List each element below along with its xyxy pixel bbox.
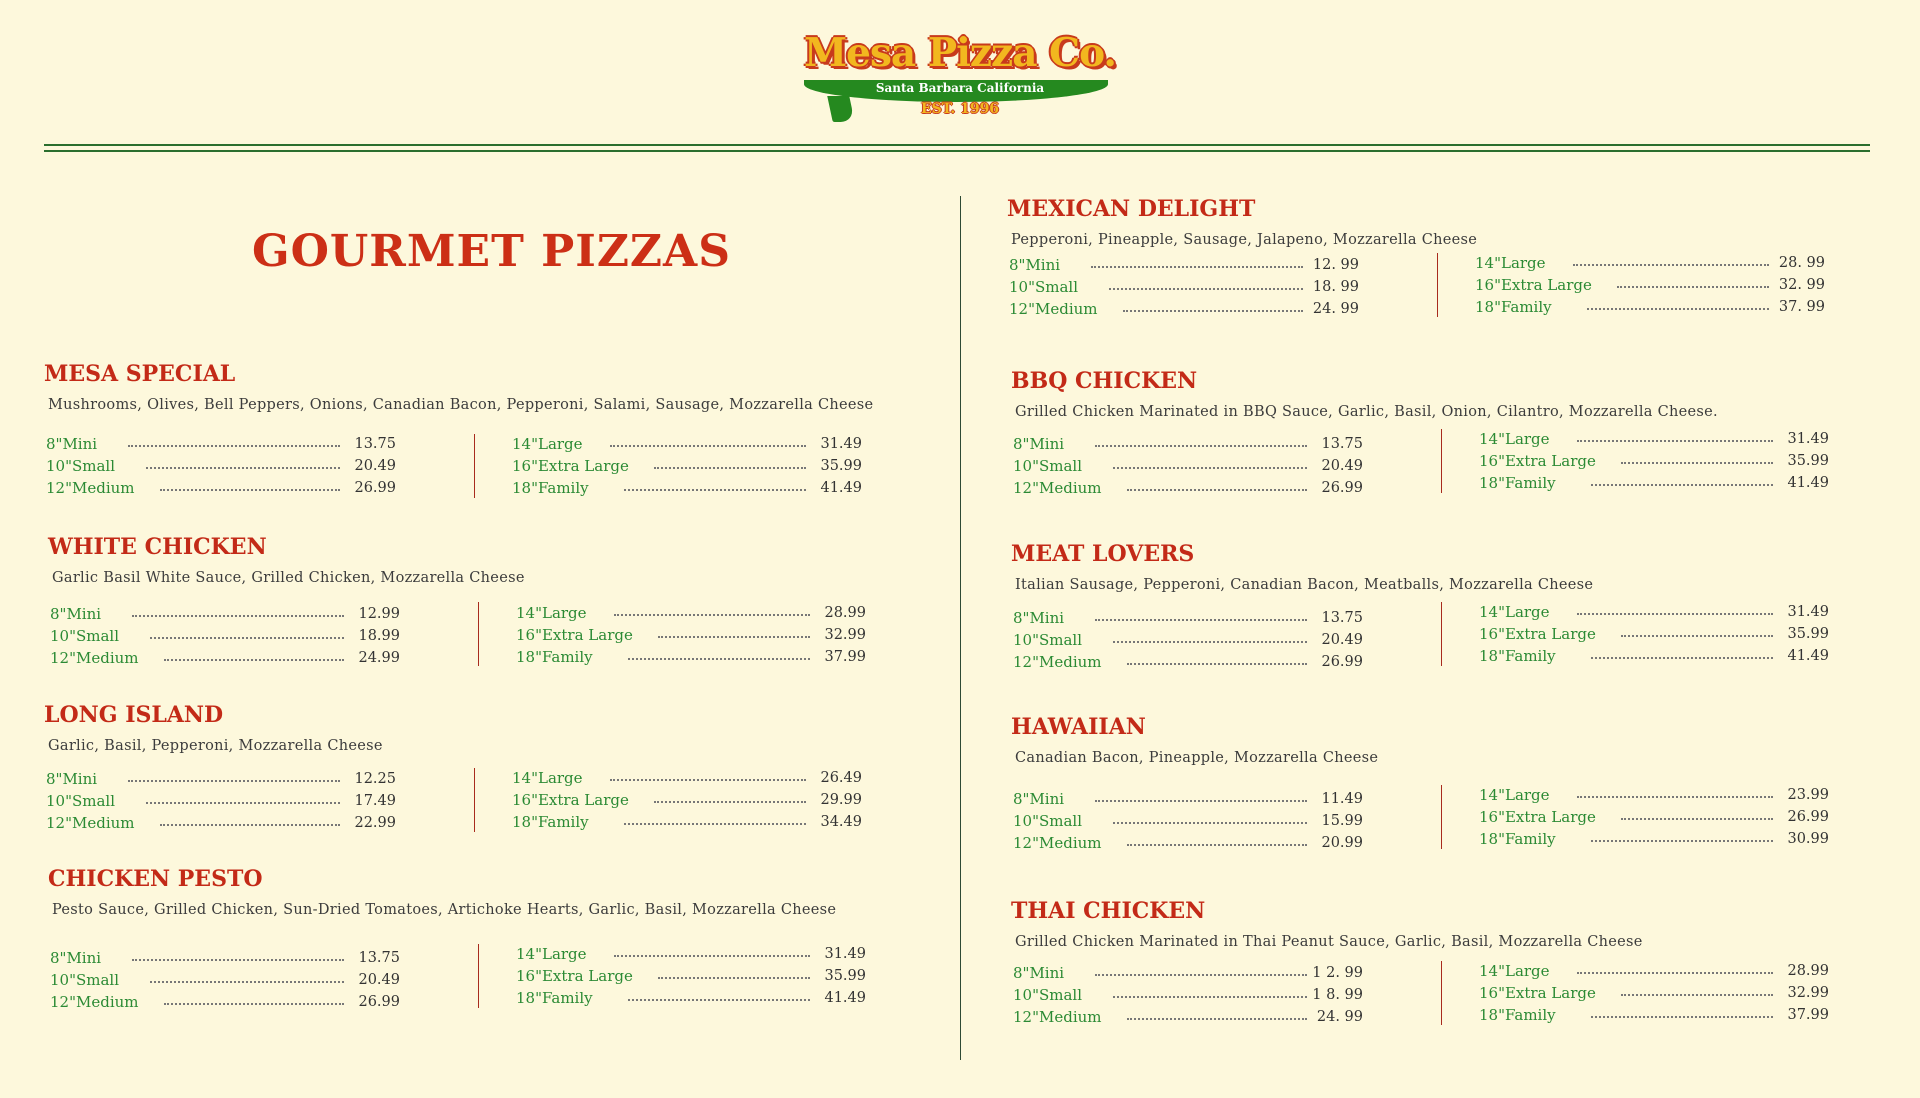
- price-value: 28.99: [824, 605, 866, 621]
- dot-leader: [1617, 286, 1769, 288]
- price-value: 24.99: [358, 650, 400, 666]
- price-value: 12. 99: [1312, 257, 1359, 273]
- dot-leader: [1591, 1016, 1773, 1018]
- dot-leader: [1095, 619, 1307, 621]
- menu-item-mexican-delight: [1007, 196, 1877, 396]
- price-row: [1013, 652, 1363, 674]
- price-value: 20.99: [1321, 835, 1363, 851]
- price-value: 35.99: [1787, 626, 1829, 642]
- price-value: 18. 99: [1312, 279, 1359, 295]
- dot-leader: [160, 824, 340, 826]
- dot-leader: [654, 467, 806, 469]
- size-label: 12"Medium: [50, 649, 139, 667]
- dot-leader: [164, 1003, 344, 1005]
- size-label: 12"Medium: [1013, 653, 1102, 671]
- dot-leader: [1109, 288, 1303, 290]
- dot-leader: [1591, 840, 1773, 842]
- section-title: GOURMET PIZZAS: [252, 226, 731, 277]
- price-row: [1479, 429, 1829, 451]
- size-label: 14"Large: [1479, 962, 1550, 980]
- price-row: [1013, 434, 1363, 456]
- price-value: 28.99: [1787, 963, 1829, 979]
- size-list-small: [1013, 789, 1363, 855]
- dot-leader: [1591, 484, 1773, 486]
- price-row: [1013, 811, 1363, 833]
- size-label: 10"Small: [1013, 457, 1083, 475]
- price-value: 26.99: [1321, 480, 1363, 496]
- size-label: 14"Large: [512, 769, 583, 787]
- price-row: [516, 944, 866, 966]
- column-divider: [960, 196, 961, 1060]
- dot-leader: [614, 614, 810, 616]
- size-list-large: [1479, 429, 1829, 495]
- size-label: 8"Mini: [1013, 964, 1065, 982]
- dot-leader: [1095, 974, 1307, 976]
- size-label: 8"Mini: [1013, 609, 1065, 627]
- dot-leader: [1095, 800, 1307, 802]
- price-row: [50, 604, 400, 626]
- dot-leader: [1091, 266, 1303, 268]
- price-value: 18.99: [358, 628, 400, 644]
- price-row: [512, 434, 862, 456]
- price-row: [1013, 630, 1363, 652]
- item-description: Grilled Chicken Marinated in BBQ Sauce, Garlic, Basil, Onion, Cilantro, Mozzarella Cheese.: [1015, 404, 1718, 420]
- dot-leader: [1587, 308, 1769, 310]
- price-row: [512, 478, 862, 500]
- item-description: Mushrooms, Olives, Bell Peppers, Onions, Canadian Bacon, Pepperoni, Salami, Sausage, Mozzarella Cheese: [48, 397, 874, 413]
- price-row: [1013, 963, 1363, 985]
- dot-leader: [628, 999, 810, 1001]
- size-list-large: [512, 768, 862, 834]
- price-row: [1479, 961, 1829, 983]
- item-name: MEXICAN DELIGHT: [1007, 196, 1256, 222]
- size-column-separator: [1441, 785, 1442, 849]
- item-description: Pesto Sauce, Grilled Chicken, Sun-Dried Tomatoes, Artichoke Hearts, Garlic, Basil, Mozzarella Cheese: [52, 902, 837, 918]
- price-row: [1013, 789, 1363, 811]
- size-column-separator: [1441, 961, 1442, 1025]
- dot-leader: [610, 445, 806, 447]
- price-row: [1013, 608, 1363, 630]
- item-name: MESA SPECIAL: [44, 361, 236, 387]
- price-row: [1475, 275, 1825, 297]
- price-value: 26.99: [1321, 654, 1363, 670]
- size-label: 16"Extra Large: [512, 791, 629, 809]
- price-row: [1013, 1007, 1363, 1029]
- price-value: 32.99: [824, 627, 866, 643]
- price-row: [1479, 807, 1829, 829]
- brand-established: EST. 1996: [920, 101, 1000, 117]
- menu-item-mesa-special: [44, 361, 914, 561]
- size-column-separator: [478, 602, 479, 666]
- price-row: [516, 647, 866, 669]
- price-value: 12.25: [354, 771, 396, 787]
- price-row: [1479, 1005, 1829, 1027]
- size-column-separator: [1441, 429, 1442, 493]
- price-row: [1475, 253, 1825, 275]
- size-column-separator: [474, 768, 475, 832]
- header-rule-top: [44, 144, 1870, 146]
- size-label: 16"Extra Large: [1479, 984, 1596, 1002]
- price-value: 37.99: [824, 649, 866, 665]
- dot-leader: [1573, 264, 1769, 266]
- size-column-separator: [478, 944, 479, 1008]
- price-row: [1479, 646, 1829, 668]
- price-row: [50, 992, 400, 1014]
- price-row: [1479, 473, 1829, 495]
- price-row: [46, 478, 396, 500]
- item-description: Garlic, Basil, Pepperoni, Mozzarella Cheese: [48, 738, 383, 754]
- size-list-large: [516, 944, 866, 1010]
- size-list-small: [1013, 434, 1363, 500]
- size-list-small: [46, 769, 396, 835]
- size-column-separator: [1437, 253, 1438, 317]
- menu-item-hawaiian: [1011, 714, 1881, 914]
- price-row: [1475, 297, 1825, 319]
- brand-name: Mesa Pizza Co.: [803, 30, 1116, 76]
- size-label: 16"Extra Large: [512, 457, 629, 475]
- dot-leader: [1591, 657, 1773, 659]
- price-row: [1013, 478, 1363, 500]
- price-row: [516, 988, 866, 1010]
- dot-leader: [658, 636, 810, 638]
- price-row: [1009, 255, 1359, 277]
- size-label: 10"Small: [50, 627, 120, 645]
- price-value: 13.75: [1321, 436, 1363, 452]
- dot-leader: [1127, 663, 1307, 665]
- dot-leader: [1577, 440, 1773, 442]
- size-label: 14"Large: [512, 435, 583, 453]
- menu-item-meat-lovers: [1011, 541, 1881, 741]
- price-value: 31.49: [820, 436, 862, 452]
- dot-leader: [146, 467, 340, 469]
- size-label: 12"Medium: [1013, 479, 1102, 497]
- price-row: [1479, 451, 1829, 473]
- price-value: 41.49: [1787, 648, 1829, 664]
- size-label: 18"Family: [1479, 1006, 1556, 1024]
- size-label: 14"Large: [516, 604, 587, 622]
- size-label: 18"Family: [1479, 830, 1556, 848]
- price-value: 26.99: [354, 480, 396, 496]
- dot-leader: [1577, 613, 1773, 615]
- dot-leader: [1621, 462, 1773, 464]
- size-label: 10"Small: [1013, 631, 1083, 649]
- dot-leader: [1621, 994, 1773, 996]
- price-value: 35.99: [1787, 453, 1829, 469]
- dot-leader: [1577, 972, 1773, 974]
- menu-item-bbq-chicken: [1011, 368, 1881, 568]
- size-label: 10"Small: [1013, 986, 1083, 1004]
- price-value: 20.49: [1321, 632, 1363, 648]
- price-value: 20.49: [354, 458, 396, 474]
- item-description: Canadian Bacon, Pineapple, Mozzarella Cheese: [1015, 750, 1379, 766]
- size-label: 18"Family: [516, 989, 593, 1007]
- price-row: [1479, 624, 1829, 646]
- dot-leader: [146, 802, 340, 804]
- size-label: 14"Large: [1479, 430, 1550, 448]
- size-label: 10"Small: [1009, 278, 1079, 296]
- size-label: 8"Mini: [46, 770, 98, 788]
- price-value: 20.49: [358, 972, 400, 988]
- size-list-small: [50, 948, 400, 1014]
- size-label: 18"Family: [512, 813, 589, 831]
- size-list-large: [516, 603, 866, 669]
- price-value: 20.49: [1321, 458, 1363, 474]
- size-label: 12"Medium: [1013, 1008, 1102, 1026]
- size-list-large: [1475, 253, 1825, 319]
- dot-leader: [1113, 467, 1307, 469]
- size-column-separator: [474, 434, 475, 498]
- size-label: 18"Family: [1479, 474, 1556, 492]
- item-name: HAWAIIAN: [1011, 714, 1146, 740]
- price-row: [512, 790, 862, 812]
- dot-leader: [1127, 489, 1307, 491]
- size-label: 10"Small: [46, 457, 116, 475]
- price-row: [50, 948, 400, 970]
- price-row: [46, 769, 396, 791]
- dot-leader: [610, 779, 806, 781]
- size-label: 12"Medium: [46, 814, 135, 832]
- dot-leader: [1621, 818, 1773, 820]
- price-row: [50, 648, 400, 670]
- price-value: 1 2. 99: [1312, 965, 1363, 981]
- size-label: 18"Family: [516, 648, 593, 666]
- size-list-large: [1479, 602, 1829, 668]
- price-value: 22.99: [354, 815, 396, 831]
- dot-leader: [624, 823, 806, 825]
- price-row: [46, 813, 396, 835]
- size-label: 16"Extra Large: [516, 967, 633, 985]
- price-value: 41.49: [1787, 475, 1829, 491]
- size-label: 14"Large: [1479, 603, 1550, 621]
- price-row: [512, 812, 862, 834]
- menu-item-chicken-pesto: [48, 866, 918, 1066]
- price-value: 23.99: [1787, 787, 1829, 803]
- size-label: 12"Medium: [50, 993, 139, 1011]
- price-row: [1013, 833, 1363, 855]
- size-label: 10"Small: [50, 971, 120, 989]
- size-list-small: [1009, 255, 1359, 321]
- item-description: Italian Sausage, Pepperoni, Canadian Bacon, Meatballs, Mozzarella Cheese: [1015, 577, 1594, 593]
- size-label: 12"Medium: [1009, 300, 1098, 318]
- price-row: [1479, 983, 1829, 1005]
- size-label: 10"Small: [1013, 812, 1083, 830]
- dot-leader: [1621, 635, 1773, 637]
- price-value: 26.99: [358, 994, 400, 1010]
- price-value: 17.49: [354, 793, 396, 809]
- price-value: 37. 99: [1778, 299, 1825, 315]
- size-label: 14"Large: [516, 945, 587, 963]
- price-value: 35.99: [824, 968, 866, 984]
- item-name: BBQ CHICKEN: [1011, 368, 1198, 394]
- size-label: 16"Extra Large: [1479, 452, 1596, 470]
- price-value: 30.99: [1787, 831, 1829, 847]
- price-value: 35.99: [820, 458, 862, 474]
- price-value: 28. 99: [1778, 255, 1825, 271]
- size-label: 8"Mini: [46, 435, 98, 453]
- dot-leader: [1577, 796, 1773, 798]
- size-label: 16"Extra Large: [516, 626, 633, 644]
- price-value: 31.49: [1787, 604, 1829, 620]
- price-value: 13.75: [354, 436, 396, 452]
- size-list-large: [512, 434, 862, 500]
- dot-leader: [164, 659, 344, 661]
- price-value: 24. 99: [1316, 1009, 1363, 1025]
- menu-item-thai-chicken: [1011, 898, 1881, 1098]
- price-value: 13.75: [358, 950, 400, 966]
- size-label: 12"Medium: [1013, 834, 1102, 852]
- item-name: LONG ISLAND: [44, 702, 224, 728]
- dot-leader: [654, 801, 806, 803]
- price-row: [50, 970, 400, 992]
- item-name: WHITE CHICKEN: [48, 534, 267, 560]
- dot-leader: [150, 637, 344, 639]
- price-row: [516, 603, 866, 625]
- price-value: 32. 99: [1778, 277, 1825, 293]
- item-description: Garlic Basil White Sauce, Grilled Chicken, Mozzarella Cheese: [52, 570, 525, 586]
- size-list-large: [1479, 785, 1829, 851]
- size-label: 8"Mini: [1009, 256, 1061, 274]
- item-description: Pepperoni, Pineapple, Sausage, Jalapeno, Mozzarella Cheese: [1011, 232, 1478, 248]
- price-row: [50, 626, 400, 648]
- size-label: 16"Extra Large: [1479, 625, 1596, 643]
- price-value: 41.49: [824, 990, 866, 1006]
- item-name: MEAT LOVERS: [1011, 541, 1195, 567]
- dot-leader: [128, 780, 340, 782]
- size-label: 14"Large: [1479, 786, 1550, 804]
- dot-leader: [150, 981, 344, 983]
- price-row: [1479, 602, 1829, 624]
- price-row: [46, 434, 396, 456]
- dot-leader: [1127, 844, 1307, 846]
- price-value: 31.49: [824, 946, 866, 962]
- dot-leader: [1095, 445, 1307, 447]
- dot-leader: [614, 955, 810, 957]
- size-label: 18"Family: [1475, 298, 1552, 316]
- item-name: CHICKEN PESTO: [48, 866, 263, 892]
- size-label: 8"Mini: [50, 949, 102, 967]
- price-value: 12.99: [358, 606, 400, 622]
- size-label: 16"Extra Large: [1479, 808, 1596, 826]
- price-row: [46, 791, 396, 813]
- dot-leader: [1113, 996, 1307, 998]
- price-row: [1479, 785, 1829, 807]
- price-value: 41.49: [820, 480, 862, 496]
- price-value: 15.99: [1321, 813, 1363, 829]
- price-value: 32.99: [1787, 985, 1829, 1001]
- size-label: 10"Small: [46, 792, 116, 810]
- dot-leader: [160, 489, 340, 491]
- price-value: 37.99: [1787, 1007, 1829, 1023]
- dot-leader: [1113, 641, 1307, 643]
- price-row: [1009, 299, 1359, 321]
- price-value: 29.99: [820, 792, 862, 808]
- price-value: 1 8. 99: [1312, 987, 1363, 1003]
- price-row: [512, 768, 862, 790]
- price-value: 26.49: [820, 770, 862, 786]
- dot-leader: [624, 489, 806, 491]
- price-row: [1479, 829, 1829, 851]
- price-value: 26.99: [1787, 809, 1829, 825]
- size-list-small: [50, 604, 400, 670]
- brand-logo: [800, 30, 1120, 125]
- price-row: [516, 625, 866, 647]
- size-label: 14"Large: [1475, 254, 1546, 272]
- price-value: 11.49: [1321, 791, 1363, 807]
- dot-leader: [628, 658, 810, 660]
- price-row: [1013, 985, 1363, 1007]
- size-label: 8"Mini: [1013, 435, 1065, 453]
- price-row: [1009, 277, 1359, 299]
- size-label: 18"Family: [1479, 647, 1556, 665]
- dot-leader: [132, 615, 344, 617]
- dot-leader: [1113, 822, 1307, 824]
- size-label: 18"Family: [512, 479, 589, 497]
- brand-location: Santa Barbara California: [875, 81, 1045, 95]
- dot-leader: [128, 445, 340, 447]
- size-list-large: [1479, 961, 1829, 1027]
- price-row: [516, 966, 866, 988]
- size-list-small: [1013, 963, 1363, 1029]
- dot-leader: [132, 959, 344, 961]
- size-label: 8"Mini: [1013, 790, 1065, 808]
- price-value: 34.49: [820, 814, 862, 830]
- size-label: 12"Medium: [46, 479, 135, 497]
- size-label: 16"Extra Large: [1475, 276, 1592, 294]
- header-rule-bottom: [44, 150, 1870, 152]
- size-column-separator: [1441, 602, 1442, 666]
- price-row: [46, 456, 396, 478]
- dot-leader: [658, 977, 810, 979]
- dot-leader: [1127, 1018, 1307, 1020]
- item-name: THAI CHICKEN: [1011, 898, 1206, 924]
- price-value: 31.49: [1787, 431, 1829, 447]
- price-row: [512, 456, 862, 478]
- size-list-small: [46, 434, 396, 500]
- size-label: 8"Mini: [50, 605, 102, 623]
- price-row: [1013, 456, 1363, 478]
- item-description: Grilled Chicken Marinated in Thai Peanut Sauce, Garlic, Basil, Mozzarella Cheese: [1015, 934, 1643, 950]
- dot-leader: [1123, 310, 1303, 312]
- price-value: 13.75: [1321, 610, 1363, 626]
- price-value: 24. 99: [1312, 301, 1359, 317]
- size-list-small: [1013, 608, 1363, 674]
